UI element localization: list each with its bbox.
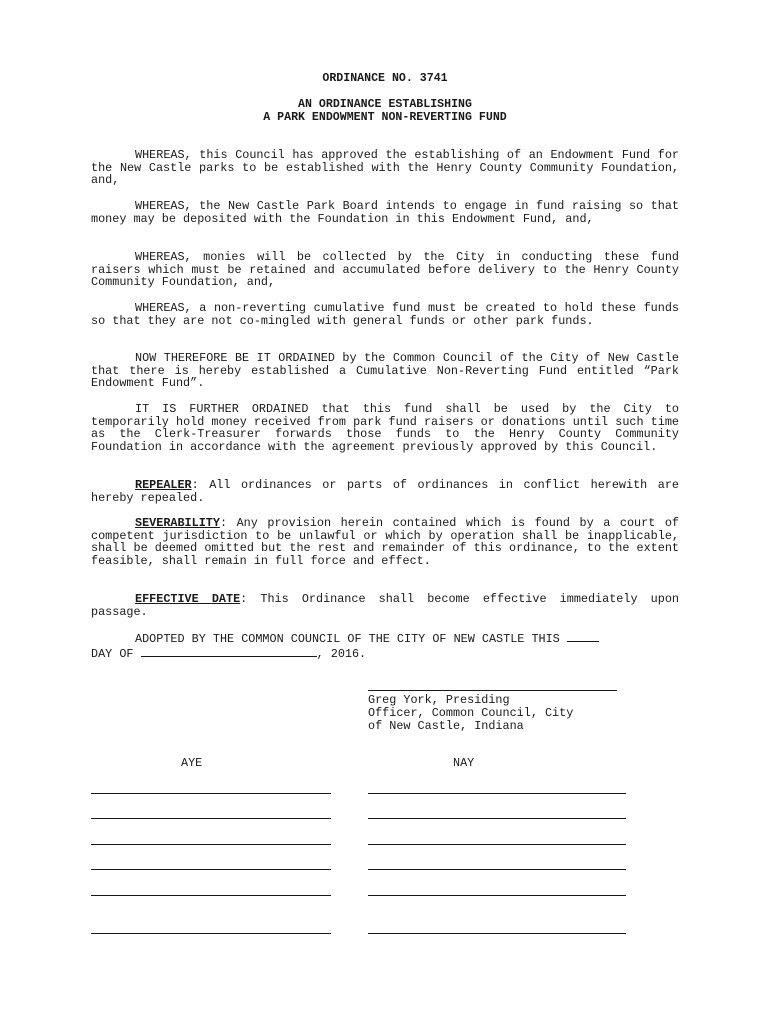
effective-date-paragraph [91, 593, 679, 618]
aye-vote-line[interactable] [91, 895, 331, 896]
whereas-paragraph-4 [91, 302, 679, 327]
whereas-paragraph-3 [91, 251, 679, 289]
nay-vote-line[interactable] [368, 844, 626, 845]
nay-label: NAY [453, 756, 475, 770]
further-ordained-text: IT IS FURTHER ORDAINED that this fund shall be used by the City to temporarily hold money received from park fund raisers or donations until such time as the Clerk-Treasurer forwards those funds to the Henry County Community Foundation in accordance with the agreement previously approved by this Council. [91, 402, 679, 455]
nay-vote-line[interactable] [368, 793, 626, 794]
ordained-paragraph [91, 352, 679, 390]
nay-vote-line[interactable] [368, 895, 626, 896]
adopted-paragraph [91, 631, 679, 660]
whereas-1-text: WHEREAS, this Council has approved the establishing of an Endowment Fund for the New Castle parks to be established with the Henry County Community Foundation, and, [91, 148, 679, 188]
whereas-3-text: WHEREAS, monies will be collected by the City in conducting these fund raisers which must be retained and accumulated before delivery to the Henry County Community Foundation, and, [91, 250, 679, 290]
ordinance-title-line1: AN ORDINANCE ESTABLISHING [298, 98, 472, 111]
severability-paragraph [91, 517, 679, 568]
presiding-officer-signature-line[interactable] [368, 690, 617, 691]
ordinance-title-line2: A PARK ENDOWMENT NON-REVERTING FUND [263, 111, 507, 124]
nay-vote-line[interactable] [368, 818, 626, 819]
adopted-text-part1: ADOPTED BY THE COMMON COUNCIL OF THE CITY OF NEW CASTLE THIS [135, 632, 560, 646]
repealer-heading: REPEALER [135, 478, 192, 492]
severability-heading: SEVERABILITY [135, 516, 220, 530]
aye-label: AYE [181, 756, 203, 770]
whereas-paragraph-1 [91, 149, 679, 187]
repealer-paragraph [91, 479, 679, 504]
aye-vote-line[interactable] [91, 818, 331, 819]
ordinance-number: ORDINANCE NO. 3741 [322, 72, 448, 85]
adopted-month-blank[interactable] [141, 646, 317, 657]
aye-vote-line[interactable] [91, 869, 331, 870]
aye-vote-line[interactable] [91, 933, 331, 934]
presiding-officer-title: Officer, Common Council, City [368, 706, 574, 720]
aye-vote-line[interactable] [91, 844, 331, 845]
effective-date-text: : This Ordinance shall become effective immediately upon passage. [91, 592, 679, 619]
aye-vote-line[interactable] [91, 793, 331, 794]
severability-text: : Any provision herein contained which is found by a court of competent jurisdiction to be unlawful or which by operation shall be inapplicable, shall be deemed omitted but the rest and remainder of this ordinance, to the extent feasible, shall remain in full force and effect. [91, 516, 679, 569]
adopted-year: , 2016. [316, 646, 367, 661]
nay-vote-line[interactable] [368, 933, 626, 934]
whereas-2-text: WHEREAS, the New Castle Park Board intends to engage in fund raising so that money may be deposited with the Foundation in this Endowment Fund, and, [91, 199, 679, 226]
whereas-4-text: WHEREAS, a non-reverting cumulative fund must be created to hold these funds so that they are not co-mingled with general funds or other park funds. [91, 301, 679, 328]
adopted-text-part2: DAY OF [91, 646, 134, 661]
adopted-day-blank[interactable] [567, 631, 599, 642]
presiding-officer-place: of New Castle, Indiana [368, 719, 524, 733]
effective-date-heading: EFFECTIVE DATE [135, 592, 241, 606]
repealer-text: : All ordinances or parts of ordinances in conflict herewith are hereby repealed. [91, 478, 679, 505]
presiding-officer-name: Greg York, Presiding [368, 693, 510, 707]
whereas-paragraph-2 [91, 200, 679, 225]
further-ordained-paragraph [91, 403, 679, 454]
ordained-text: NOW THEREFORE BE IT ORDAINED by the Common Council of the City of New Castle that there is hereby established a Cumulative Non-Reverting Fund entitled “Park Endowment Fund”. [91, 351, 679, 391]
nay-vote-line[interactable] [368, 869, 626, 870]
